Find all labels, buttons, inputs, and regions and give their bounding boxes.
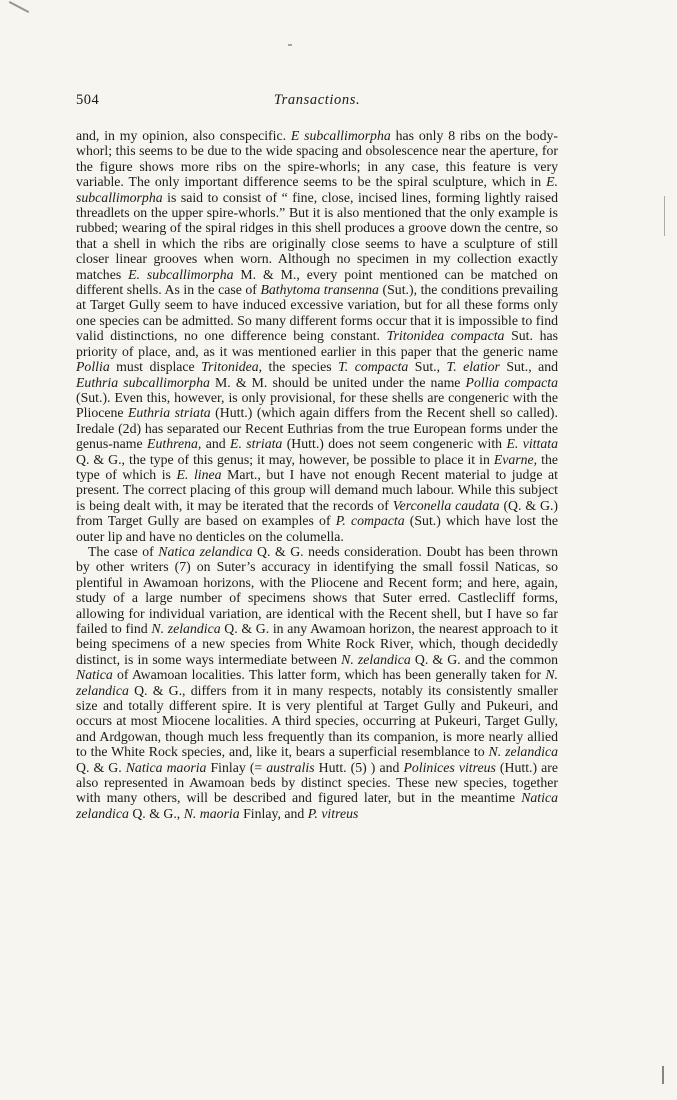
italic-taxon-name: Verconella caudata: [392, 497, 500, 513]
text-run: the species: [262, 359, 339, 375]
text-run: and, in my opinion, also conspecific.: [76, 128, 291, 143]
italic-taxon-name: T. elatior: [446, 359, 500, 375]
italic-taxon-name: E subcallimorpha: [290, 128, 391, 143]
text-run: has only 8 ribs on the body-whorl; this seems to be due to the wide spacing and obsolescence near the aperture, for the figure shows more ribs on the spire-whorls; in any case, this feature is very variable. The only important difference seems to be the spiral sculpture, which in: [76, 128, 558, 190]
italic-taxon-name: Euthria subcallimorpha: [76, 374, 210, 390]
document-page: [76, 88, 558, 821]
italic-taxon-name: Natica zelandica: [76, 790, 558, 821]
italic-taxon-name: N. maoria: [183, 805, 240, 821]
text-run: The case of: [88, 543, 159, 559]
italic-taxon-name: P. vitreus: [307, 805, 359, 821]
text-run: Q. & G. needs consideration. Doubt has been thrown by other writers (7) on Suter’s accuracy in identifying the small fossil Naticas, so plentiful in Awamoan horizons, with the Pliocene and Recent form; and here, again, study of a large number of specimens shows that Suter erred. Castlecliff forms, allowing for individual variation, are identical with the Recent shell, but I have so far failed to find: [76, 543, 559, 636]
scan-artifact-margin-line: [664, 196, 665, 236]
italic-taxon-name: Euthrena,: [147, 436, 202, 452]
text-run: Sut., and: [499, 359, 559, 375]
body-text: [76, 128, 558, 821]
italic-taxon-name: Natica maoria: [125, 759, 207, 775]
text-run: Q. & G., the type of this genus; it may, however, be possible to place it in: [76, 451, 494, 467]
text-run: Sut.,: [408, 359, 447, 375]
page-number: 504: [76, 92, 100, 108]
italic-taxon-name: N. zelandica: [76, 667, 558, 698]
italic-taxon-name: N. zelandica: [341, 651, 411, 667]
text-run: (Hutt.) does not seem congeneric with: [282, 436, 507, 452]
text-run: is said to consist of “ fine, close, incised lines, forming lightly raised threadlets on the upper spire-whorls.” But it is also mentioned that the only example is rubbed; wearing of the spiral ridges in this shell produces a groove down the centre, so that a shell in which the ribs are originally close seems to have a sculpture of still closer linear grooves when worn. Although no specimen in my collection exactly matches: [76, 189, 558, 282]
text-run: Q. & G.,: [128, 805, 184, 821]
italic-taxon-name: P. compacta: [335, 513, 405, 529]
italic-taxon-name: Pollia compacta: [465, 374, 559, 390]
italic-taxon-name: Tritonidea,: [201, 359, 263, 375]
italic-taxon-name: Pollia: [76, 359, 110, 375]
italic-taxon-name: Bathytoma transenna: [260, 282, 379, 298]
text-run: (Sut.) which have lost the outer lip and have no denticles on the columella.: [76, 513, 559, 544]
text-run: and: [201, 436, 231, 452]
running-title: Transactions.: [273, 92, 361, 108]
running-head: [76, 88, 558, 114]
text-run: Finlay, and: [239, 805, 308, 821]
text-run: Mart., but I have not enough Recent material to judge at present. The correct placing of this group will demand much labour. While this subject is being dealt with, it may be iterated that the records of: [76, 466, 558, 513]
text-run: Q. & G.: [76, 759, 126, 775]
text-run: Q. & G., differs from it in many respects, notably its consistently smaller size and totally different spire. It is very plentiful at Target Gully and Pukeuri, and occurs at most Miocene localities. A third species, occurring at Pukeuri, Target Gully, and Ardgowan, though much less frequently than its companion, is more nearly allied to the White Rock species, and, like it, bears a superficial resemblance to: [76, 682, 558, 760]
text-run: Q. & G. in any Awamoan horizon, the nearest approach to it being specimens of a new species from White Rock River, which, though decidedly distinct, is in some ways intermediate between: [76, 621, 559, 667]
scan-artifact-topleft: [9, 1, 29, 13]
text-run: M. & M. should be united under the name: [209, 374, 466, 390]
italic-taxon-name: E. linea: [176, 466, 222, 482]
italic-taxon-name: E. subcallimorpha: [128, 266, 234, 282]
italic-taxon-name: N. zelandica: [151, 621, 221, 636]
text-run: must displace: [109, 359, 202, 375]
italic-taxon-name: Evarne,: [493, 451, 538, 467]
text-run: (Hutt.) (which again differs from the Recent shell so called). Iredale (2d) has separated our Recent Euthrias from the true European forms under the genus-name: [76, 405, 558, 452]
paragraph: [76, 544, 558, 821]
italic-taxon-name: Polinices vitreus: [403, 759, 496, 775]
text-run: (Hutt.) are also represented in Awamoan beds by distinct species. These new species, together with many others, will be described and figured later, but in the meantime: [76, 759, 558, 806]
italic-taxon-name: N. zelandica: [488, 744, 558, 760]
text-run: the type of which is: [76, 451, 558, 482]
italic-taxon-name: E. vittata: [506, 436, 558, 452]
italic-taxon-name: Euthria striata: [128, 405, 211, 421]
italic-taxon-name: Natica zelandica: [158, 543, 253, 559]
text-run: M. & M., every point mentioned can be matched on different shells. As in the case of: [76, 266, 558, 298]
italic-taxon-name: australis: [266, 759, 315, 775]
text-run: Q. & G. and the common: [410, 651, 559, 667]
text-run: (Sut.). Even this, however, is only provisional, for these shells are congeneric with the Pliocene: [76, 389, 558, 421]
text-run: (Sut.), the conditions prevailing at Target Gully seem to have induced excessive variation, but for all these forms only one species can be admitted. So many different forms occur that it is impossible to find valid distinctions, no one difference being constant.: [76, 282, 558, 344]
italic-taxon-name: T. compacta: [338, 359, 409, 375]
scan-artifact-bottom-right: [662, 1066, 664, 1084]
scan-artifact-dot: [288, 44, 292, 46]
text-run: Sut. has priority of place, and, as it was mentioned earlier in this paper that the generic name: [76, 328, 558, 359]
italic-taxon-name: E. subcallimorpha: [76, 174, 558, 205]
text-run: (Q. & G.) from Target Gully are based on examples of: [76, 497, 558, 529]
italic-taxon-name: E. striata: [230, 436, 283, 452]
text-run: Hutt. (5) ) and: [314, 759, 404, 775]
italic-taxon-name: Natica: [76, 667, 113, 683]
italic-taxon-name: Tritonidea compacta: [386, 328, 505, 344]
paragraph: [76, 128, 558, 544]
text-run: Finlay (=: [206, 759, 267, 775]
text-run: of Awamoan localities. This latter form, which has been generally taken for: [112, 667, 546, 683]
